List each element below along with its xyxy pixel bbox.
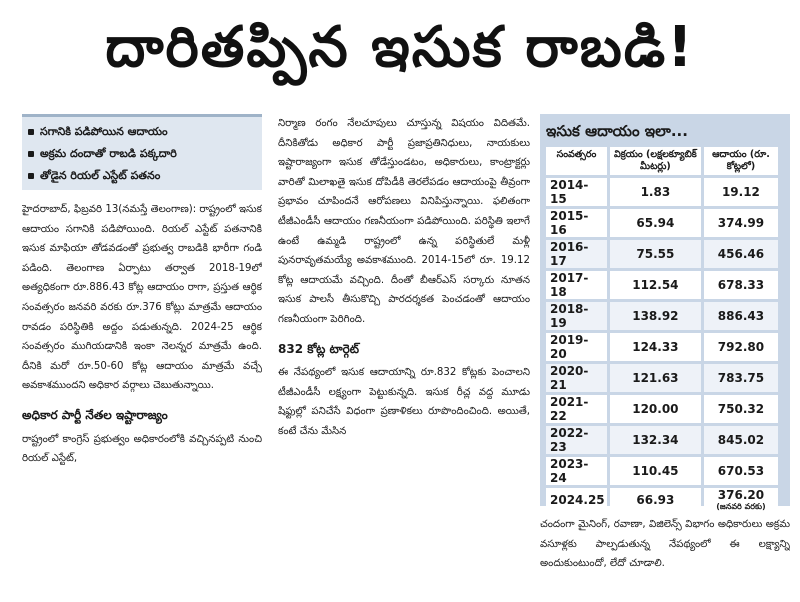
table-row: 2018-19 138.92 886.43 xyxy=(546,302,778,330)
highlight-item: అక్రమ దందాతో రాబడి పక్కదారి xyxy=(28,143,256,165)
table-row: 2021-22 120.00 750.32 xyxy=(546,395,778,423)
highlight-item: తోడైన రియల్ ఎస్టేట్ పతనం xyxy=(28,165,256,187)
table-row: 2016-17 75.55 456.46 xyxy=(546,240,778,268)
table-title: ఇసుక ఆదాయం ఇలా... xyxy=(546,122,688,140)
table-row: 2015-16 65.94 374.99 xyxy=(546,209,778,237)
subheading: 832 కోట్ల టార్గెట్ xyxy=(278,341,360,356)
article-paragraph: చందంగా మైనింగ్, రవాణా, విజిలెన్స్ విభాగం అధికారులు అక్రమ వసూళ్లకు పాల్పడుతున్న నేపథ్యంలో ఈ లక్ష్యాన్ని అందుకుంటుందో, లేదో చూడాలి. xyxy=(540,519,790,570)
table-footnote: (జనవరి వరకు) xyxy=(716,502,766,511)
table-row: 2024.25 66.93 376.20 (జనవరి వరకు) xyxy=(546,488,778,512)
table-row: 2014-15 1.83 19.12 xyxy=(546,178,778,206)
last-revenue: 376.20 xyxy=(717,488,765,502)
article-paragraph: హైదరాబాద్, ఫిబ్రవరి 13(నమస్తే తెలంగాణ): రాష్ట్రంలో ఇసుక ఆదాయం సగానికి పడిపోయింది. రియల్ ఎస్టేట్ పతనానికి ఇసుక మాఫియా తోడవడంతో ప్రభుత్వ రాబడికి భారీగా గండి పడింది. తెలంగాణ ఏర్పాటు తర్వాత 2018-19లో అత్యధికంగా రూ.886.43 కోట్ల ఆదాయం రాగా, ప్రస్తుత ఆర్థిక సంవత్సరం జనవరి వరకు రూ.376 కోట్లు మాత్రమే ఆదాయం రావడం పరిస్థితికి అద్దం పడుతున్నది. 2024-25 ఆర్థిక సంవత్సరం ముగియడానికి ఇంకా నెలన్నర మాత్రమే ఉంది. దీనికి మరో రూ.50-60 కోట్ల ఆదాయం మాత్రమే వచ్చే అవకాశముందని అధికార వర్గాలు చెబుతున్నాయి. xyxy=(22,204,262,392)
header-volume: విక్రయం (లక్షలక్యూబిక్ మీటర్లు) xyxy=(610,147,701,175)
article-column-1 xyxy=(22,200,262,602)
header-year: సంవత్సరం xyxy=(546,147,607,175)
bullet-icon xyxy=(28,173,34,179)
highlights-box xyxy=(22,114,262,190)
subheading: అధికార పార్టీ నేతల ఇష్టారాజ్యం xyxy=(22,407,168,422)
article-paragraph: రాష్ట్రంలో కాంగ్రెస్ ప్రభుత్వం అధికారంలోకి వచ్చినప్పటి నుంచి రియల్ ఎస్టేట్, xyxy=(22,433,262,465)
highlight-item: సగానికి పడిపోయిన ఆదాయం xyxy=(28,121,256,143)
table-row: 2017-18 112.54 678.33 xyxy=(546,271,778,299)
bullet-icon xyxy=(28,129,34,135)
table-row: 2022-23 132.34 845.02 xyxy=(546,426,778,454)
table-row: 2023-24 110.45 670.53 xyxy=(546,457,778,485)
header-revenue: ఆదాయం (రూ. కోట్లలో) xyxy=(704,147,778,175)
table-row: 2019-20 124.33 792.80 xyxy=(546,333,778,361)
article-column-2 xyxy=(278,114,530,602)
revenue-table-box xyxy=(540,114,790,511)
headline: దారితప్పిన ఇసుక రాబడి! xyxy=(105,14,695,80)
article-paragraph: నిర్మాణ రంగం నేలచూపులు చూస్తున్న విషయం విదితమే. దీనికితోడు అధికార పార్టీ ప్రజాప్రతినిధులు, నాయకులు ఇష్టారాజ్యంగా ఇసుక తోడేస్తుండటం, అధికారులు, కాంట్రాక్టర్లు వారితో మిలాఖతై ఇసుక దోపిడీకి తెరలేపడం ఆదాయంపై తీవ్రంగా ప్రభావం చూపిందనే ఆరోపణలు వినిపిస్తున్నాయి. ఫలితంగా టీజీఎండీసీ ఆదాయం గణనీయంగా పడిపోయింది. పరిస్థితి ఇలాగే ఉంటే ఉమ్మడి రాష్ట్రంలో ఉన్న పరిస్థితులే మళ్లీ పునరావృతమయ్యే అవకాశముంది. 2014-15లో రూ. 19.12 కోట్ల ఆదాయమే వచ్చింది. దీంతో బీఆర్ఎస్ సర్కారు నూతన ఇసుక పాలసీ తీసుకొచ్చి పారదర్శకత పెంచడంతో ఆదాయం గణనీయంగా పెరిగింది. xyxy=(278,118,530,325)
bullet-icon xyxy=(28,151,34,157)
revenue-table xyxy=(543,144,781,515)
article-paragraph: ఈ నేపథ్యంలో ఇసుక ఆదాయాన్ని రూ.832 కోట్లకు పెంచాలని టీజీఎండీసీ లక్ష్యంగా పెట్టుకున్నది. ఇసుక రీచ్ల వద్ద మూడు షిఫ్టుల్లో పనిచేసే విధంగా ప్రణాళికలు రూపొందించింది. అయితే, కంటే చేను మేసిన xyxy=(278,367,530,437)
table-row: 2020-21 121.63 783.75 xyxy=(546,364,778,392)
article-column-3 xyxy=(540,515,790,602)
